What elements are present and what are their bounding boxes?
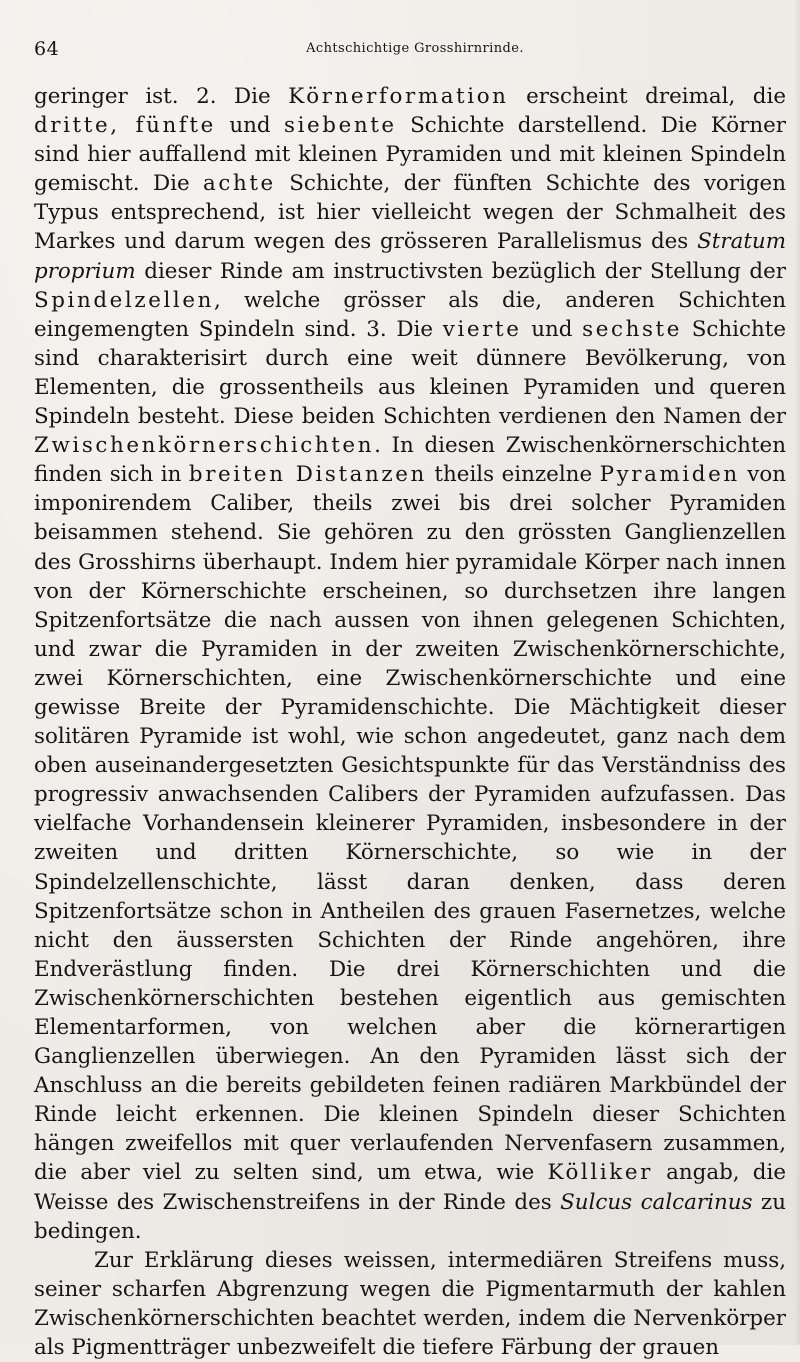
author-name: Kölliker — [547, 1160, 653, 1186]
spaced-term: sechste — [582, 316, 682, 342]
page-header — [34, 38, 776, 60]
text-run: dieser Rinde am instructivsten bezüglich der Stellung der — [135, 258, 786, 284]
italic-term: Sulcus calcarinus — [560, 1189, 753, 1215]
spaced-term: Körnerformation — [288, 84, 509, 109]
page-edge-shadow — [794, 0, 800, 1345]
text-run: Zur Erklärung dieses weissen, intermediären Streifens muss, seiner scharfen Abgrenzung wegen die Pigmentarmuth der kahlen Zwischenkörnerschichten beachtet werden, indem die Nervenkörper als Pigmentträger unbezweifelt die tiefere Färbung der grauen — [34, 1247, 786, 1361]
page-number: 64 — [34, 38, 60, 60]
body-text — [34, 82, 786, 1362]
text-run: Schichte darstellend. Die Körner sind hier auffallend mit kleinen Pyramiden und mit kleinen Spindeln gemischt. Die — [34, 113, 786, 197]
text-run: erscheint dreimal, die — [508, 84, 786, 109]
spaced-term: vierte — [442, 316, 522, 342]
spaced-term: Pyramiden — [599, 462, 740, 488]
text-run: angab, die Weisse des Zwischenstreifens in der Rinde des — [34, 1160, 786, 1215]
text-run: und — [521, 316, 583, 342]
text-run: Schichte sind charakterisirt durch eine weit dünnere Bevölkerung, von Elementen, die grossentheils aus kleinen Pyramiden und queren Spindeln besteht. Diese beiden Schichten verdienen den Namen der — [34, 316, 786, 430]
running-head: Achtschichtige Grosshirnrinde. — [306, 41, 524, 56]
spaced-term: Spindelzellen — [34, 287, 215, 313]
text-run: , welche grösser als die, anderen Schichten eingemengten Spindeln sind. 3. Die — [34, 287, 786, 342]
paragraph-1 — [34, 82, 786, 1246]
text-run: . In diesen Zwischenkörnerschichten finden sich in — [34, 433, 786, 488]
text-run: geringer ist. 2. Die — [34, 84, 289, 109]
spaced-term: achte — [203, 171, 276, 197]
text-run: und — [215, 113, 284, 139]
italic-term: Stratum proprium — [34, 229, 786, 284]
spaced-term: breiten Distanzen — [188, 462, 427, 488]
text-run: theils einzelne — [426, 462, 600, 488]
spaced-term: Zwischenkörnerschichten — [34, 433, 375, 459]
text-run: Schichte, der fünften Schichte des vorigen Typus entsprechend, ist hier vielleicht wegen der Schmalheit des Markes und darum wegen des grösseren Parallelismus des — [34, 171, 786, 255]
text-run: zu bedingen. — [34, 1189, 786, 1244]
text-run: von imponirendem Caliber, theils zwei bis drei solcher Pyramiden beisammen stehend. Sie gehören zu den grössten Ganglienzellen des Grosshirns überhaupt. Indem hier pyramidale Körper nach innen von der Körnerschichte erscheinen, so durchsetzen ihre langen Spitzenfortsätze die nach aussen von ihnen gelegenen Schichten, und zwar die Pyramiden in der zweiten Zwischenkörnerschichte, zwei Körnerschichten, eine Zwischenkörnerschichte und eine gewisse Breite der Pyramidenschichte. Die Mächtigkeit dieser solitären Pyramide ist wohl, wie schon angedeutet, ganz nach dem oben auseinandergesetzten Gesichtspunkte für das Verständniss des progressiv anwachsenden Calibers der Pyramiden aufzufassen. Das vielfache Vorhandensein kleinerer Pyramiden, insbesondere in der zweiten und dritten Körnerschichte, so wie in der Spindelzellenschichte, lässt daran denken, dass deren Spitzenfortsätze schon in Antheilen des grauen Fasernetzes, welche nicht den äussersten Schichten der Rinde angehören, ihre Endverästlung finden. Die drei Körnerschichten und die Zwischenkörnerschichten bestehen eigentlich aus gemischten Elementarformen, von welchen aber die körnerartigen Ganglienzellen überwiegen. An den Pyramiden lässt sich der Anschluss an die bereits gebildeten feinen radiären Markbündel der Rinde leicht erkennen. Die kleinen Spindeln dieser Schichten hängen zweifellos mit quer verlaufenden Nervenfasern zusammen, die aber viel zu selten sind, um etwa, wie — [34, 462, 786, 1186]
spaced-term: dritte, fünfte — [34, 113, 216, 139]
spaced-term: siebente — [284, 113, 397, 139]
